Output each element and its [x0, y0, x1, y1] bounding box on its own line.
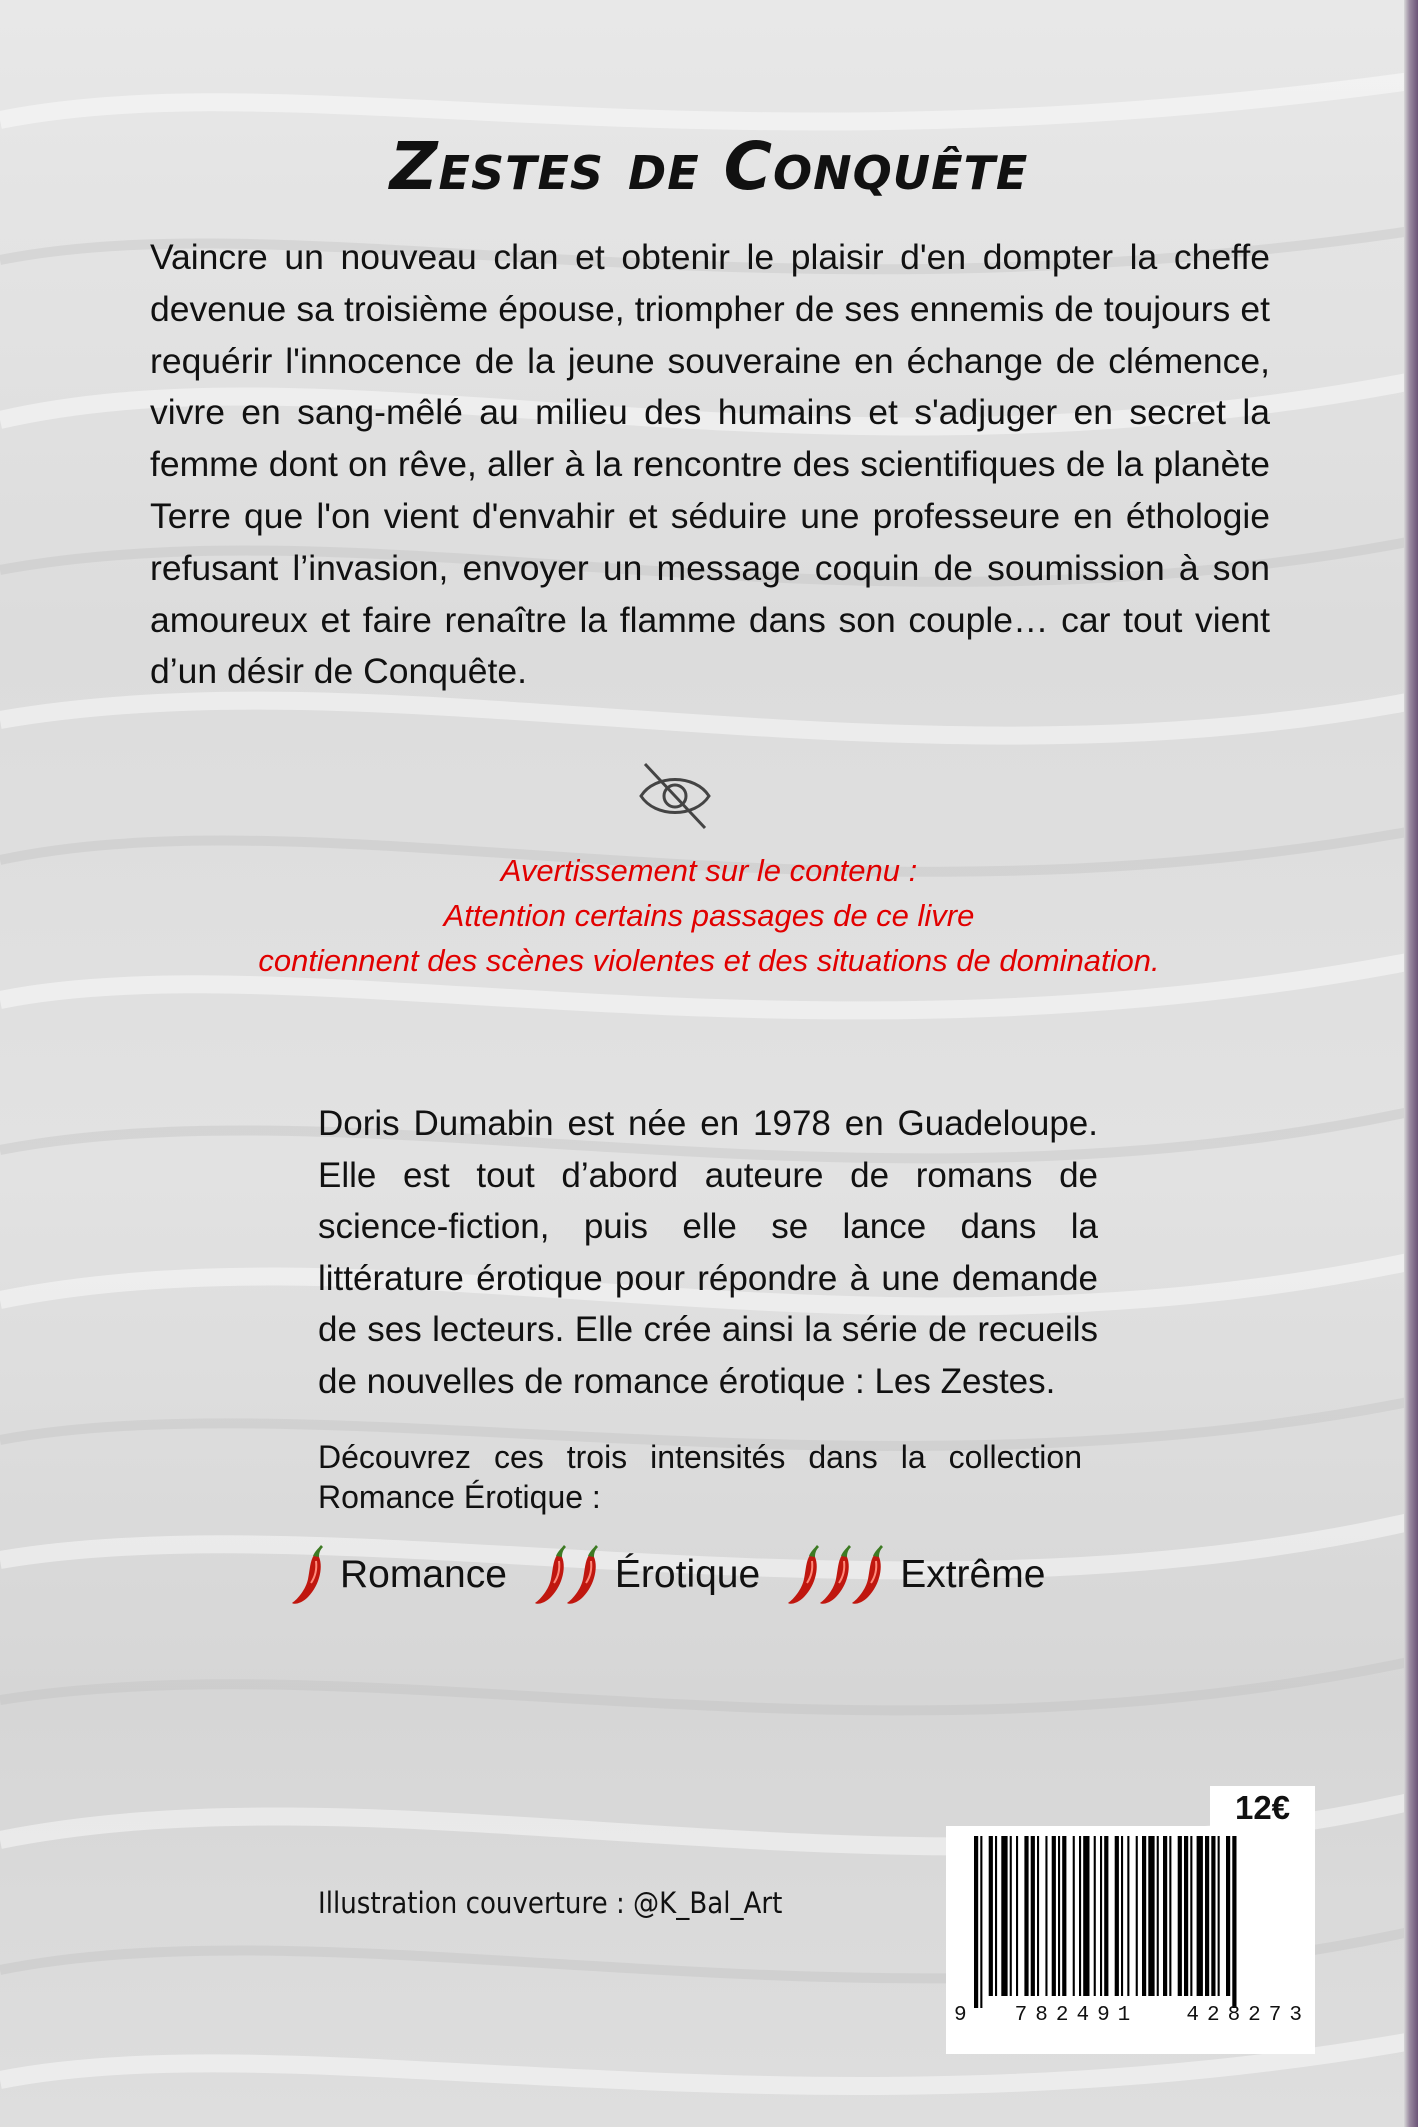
barcode-bar [1037, 1836, 1039, 1996]
barcode-bar [1190, 1836, 1192, 1996]
barcode-bar [1024, 1836, 1028, 1996]
intensity-label: Extrême [900, 1553, 1046, 1596]
barcode-bar [1094, 1836, 1096, 1996]
barcode-bar [1197, 1836, 1203, 1996]
barcode-bar [1052, 1836, 1056, 1996]
intensity-scale [290, 1540, 1071, 1610]
barcode-bar [1115, 1836, 1119, 1996]
content-warning [0, 848, 1418, 983]
barcode-bar [1142, 1836, 1146, 1996]
barcode-bar [1211, 1836, 1215, 1996]
barcode-bar [1010, 1836, 1012, 1996]
barcode-bar [989, 1836, 993, 1996]
intensity-romance [290, 1541, 507, 1609]
barcode-bar [1016, 1836, 1018, 1996]
isbn-right-group: 428273 [1186, 2004, 1310, 2027]
isbn-barcode [946, 1826, 1315, 2054]
barcode-bars [974, 1836, 1294, 2008]
barcode-bar [1163, 1836, 1167, 1996]
intensity-extreme [786, 1541, 1045, 1609]
chili-pepper-icon [565, 1541, 603, 1609]
author-bio: Doris Dumabin est née en 1978 en Guadeloupe. Elle est tout d’abord auteure de romans de science-fiction, puis elle se lance dans la littérature érotique pour répondre à une demande de ses lecteurs. Elle crée ainsi la série de recueils de nouvelles de romance érotique : Les Zestes. [318, 1104, 1098, 1401]
barcode-bar [1073, 1836, 1075, 1996]
book-title: Zestes de Conquête [389, 128, 1029, 205]
barcode-bar [995, 1836, 997, 1996]
barcode-bar [1218, 1836, 1220, 1996]
barcode-bar [1184, 1836, 1188, 1996]
barcode-bar [1062, 1836, 1066, 1996]
pepper-group [533, 1541, 597, 1609]
barcode-bar [974, 1836, 978, 2008]
barcode-bar [1232, 1836, 1236, 2008]
intensity-label: Romance [340, 1553, 507, 1596]
warning-line: Attention certains passages de ce livre [443, 898, 975, 933]
isbn-digits [954, 2004, 1310, 2027]
chili-pepper-icon [290, 1541, 328, 1609]
barcode-bar [1121, 1836, 1123, 1996]
intensity-label: Érotique [614, 1553, 761, 1596]
isbn-lead-digit: 9 [954, 2004, 967, 2027]
chili-pepper-icon [850, 1541, 888, 1609]
barcode-bar [980, 1836, 982, 2008]
barcode-bar [1100, 1836, 1102, 1996]
book-blurb: Vaincre un nouveau clan et obtenir le plaisir d'en dompter la cheffe devenue sa troisième épouse, triompher de ses ennemis de toujours et requérir l'innocence de la jeune souveraine en échange de clémence, vivre en sang-mêlé au milieu des humains et s'adjuger en secret la femme dont on rêve, aller à la rencontre des scientifiques de la planète Terre que l'on vient d'envahir et séduire une professeure en éthologie refusant l’invasion, envoyer un message coquin de soumission à son amoureux et faire renaître la flamme dans son couple… car tout vient d’un désir de Conquête. [150, 237, 1270, 692]
barcode-bar [1178, 1836, 1182, 1996]
barcode-bar [1045, 1836, 1047, 1996]
barcode-bar [1001, 1836, 1007, 1996]
barcode-bar [1104, 1836, 1108, 1996]
isbn-left-group: 782491 [1014, 2004, 1139, 2027]
barcode-bar [1148, 1836, 1154, 1996]
warning-line: Avertissement sur le contenu : [500, 853, 918, 888]
barcode-bar [1157, 1836, 1159, 1996]
price-label: 12€ [1210, 1786, 1315, 1830]
barcode-bar [1226, 1836, 1230, 1996]
cover-edge-stripe [1404, 0, 1418, 2127]
barcode-bar [1079, 1836, 1081, 1996]
warning-line: contiennent des scènes violentes et des situations de domination. [258, 943, 1160, 978]
barcode-bar [1205, 1836, 1209, 1996]
barcode-bar [1127, 1836, 1129, 1996]
barcode-bar [1136, 1836, 1138, 1996]
eye-slash-icon [637, 760, 713, 832]
illustration-credit: Illustration couverture : @K_Bal_Art [318, 1886, 783, 1920]
collection-intro: Découvrez ces trois intensités dans la collection Romance Érotique : [318, 1439, 1082, 1515]
barcode-bar [1169, 1836, 1171, 1996]
barcode-bar [1083, 1836, 1089, 1996]
pepper-group [786, 1541, 882, 1609]
barcode-bar [1031, 1836, 1035, 1996]
barcode-bar [1058, 1836, 1060, 1996]
intensity-erotique [533, 1541, 760, 1609]
pepper-group [290, 1541, 322, 1609]
